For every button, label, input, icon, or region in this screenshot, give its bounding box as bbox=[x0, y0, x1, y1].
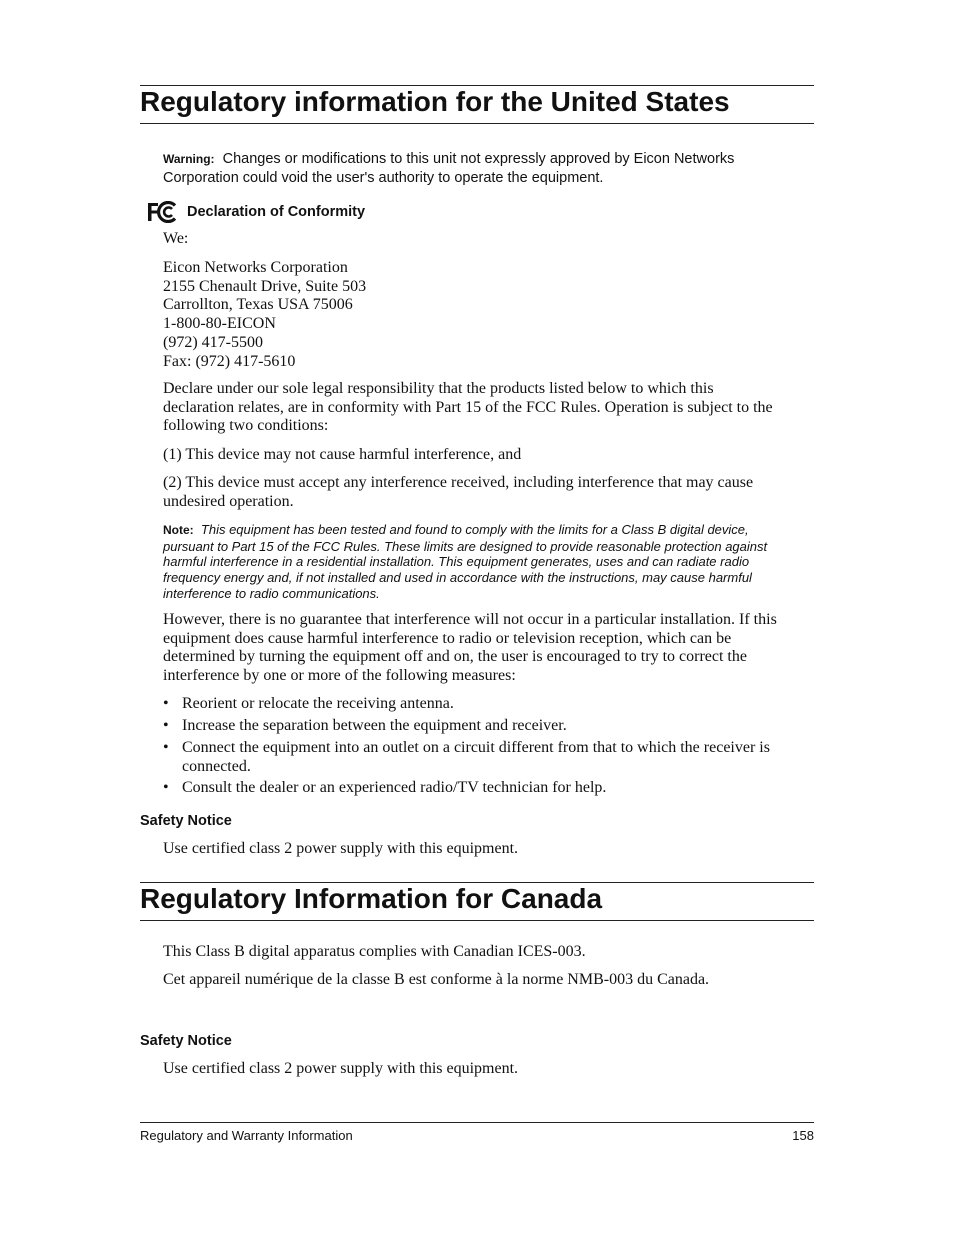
list-item bbox=[182, 695, 814, 714]
address-line: Eicon Networks Corporation bbox=[163, 259, 348, 276]
note-line: harmful interference in a residential installation. This equipment generates, uses and can radiate radio bbox=[163, 554, 750, 570]
list-item bbox=[182, 779, 814, 798]
warning-label: Warning: bbox=[163, 152, 215, 166]
bullet-icon: • bbox=[163, 695, 169, 712]
warning-line: Corporation could void the user's authority to operate the equipment. bbox=[163, 170, 604, 186]
canada-line-fr: Cet appareil numérique de la classe B est conforme à la norme NMB-003 du Canada. bbox=[163, 971, 710, 988]
address-line: Fax: (972) 417-5610 bbox=[163, 352, 296, 370]
safety-notice-title: Safety Notice bbox=[140, 1033, 232, 1049]
note-line: interference to radio communications. bbox=[163, 585, 380, 601]
list-item-line: Connect the equipment into an outlet on a circuit different from that to which the receiver is bbox=[182, 739, 770, 756]
note-label: Note: bbox=[163, 523, 194, 537]
warning-block bbox=[163, 150, 813, 188]
canada-line-en: This Class B digital apparatus complies with Canadian ICES-003. bbox=[163, 943, 586, 960]
note-line: pursuant to Part 15 of the FCC Rules. These limits are designed to provide reasonable protection against bbox=[163, 538, 768, 554]
we-text: We: bbox=[163, 230, 189, 247]
fcc-logo-icon bbox=[146, 201, 178, 223]
list-item bbox=[182, 739, 814, 776]
address-block bbox=[163, 259, 803, 371]
address-line: Carrollton, Texas USA 75006 bbox=[163, 296, 353, 314]
heading-rule-bottom bbox=[140, 123, 814, 124]
safety-notice-text: Use certified class 2 power supply with this equipment. bbox=[163, 840, 519, 857]
list-item-line: connected. bbox=[182, 757, 251, 775]
declare-line: declaration relates, are in conformity with Part 15 of the FCC Rules. Operation is subject to the bbox=[163, 398, 773, 416]
declaration-title: Declaration of Conformity bbox=[187, 204, 366, 220]
address-line: (972) 417-5500 bbox=[163, 333, 263, 351]
however-line: interference by one or more of the following measures: bbox=[163, 667, 516, 685]
heading-rule-bottom bbox=[140, 920, 814, 921]
condition-2-line: undesired operation. bbox=[163, 492, 294, 510]
bullet-icon: • bbox=[163, 739, 169, 756]
list-item-line: Reorient or relocate the receiving antenna. bbox=[182, 695, 454, 712]
declare-line: following two conditions: bbox=[163, 417, 329, 435]
however-line: equipment does cause harmful interference to radio or television reception, which can be bbox=[163, 629, 732, 647]
declare-line: Declare under our sole legal responsibility that the products listed below to which this bbox=[163, 380, 714, 397]
warning-line: Changes or modifications to this unit not expressly approved by Eicon Networks bbox=[222, 151, 735, 167]
address-line: 2155 Chenault Drive, Suite 503 bbox=[163, 277, 367, 295]
safety-notice-text: Use certified class 2 power supply with this equipment. bbox=[163, 1060, 519, 1077]
page-number: 158 bbox=[792, 1128, 814, 1143]
footer-title: Regulatory and Warranty Information bbox=[140, 1128, 353, 1143]
however-paragraph bbox=[163, 611, 823, 686]
however-line: determined by turning the equipment off and on, the user is encouraged to try to correct the bbox=[163, 648, 747, 666]
list-item-line: Increase the separation between the equipment and receiver. bbox=[182, 717, 567, 734]
list-item-line: Consult the dealer or an experienced radio/TV technician for help. bbox=[182, 779, 607, 796]
condition-2-line: (2) This device must accept any interference received, including interference that may cause bbox=[163, 474, 754, 491]
bullet-icon: • bbox=[163, 717, 169, 734]
note-block bbox=[163, 522, 823, 602]
list-item bbox=[182, 717, 814, 736]
condition-2 bbox=[163, 474, 823, 511]
bullet-icon: • bbox=[163, 779, 169, 796]
footer-rule bbox=[140, 1122, 814, 1123]
address-line: 1-800-80-EICON bbox=[163, 315, 276, 333]
safety-notice-title: Safety Notice bbox=[140, 813, 232, 829]
condition-1: (1) This device may not cause harmful interference, and bbox=[163, 446, 522, 463]
declare-paragraph bbox=[163, 380, 823, 436]
page-title-us: Regulatory information for the United States bbox=[140, 86, 730, 117]
page-title-canada: Regulatory Information for Canada bbox=[140, 883, 603, 914]
note-line: frequency energy and, if not installed and used in accordance with the instructions, may cause harmful bbox=[163, 570, 752, 586]
however-line: However, there is no guarantee that interference will not occur in a particular installation. If this bbox=[163, 611, 777, 628]
note-line: This equipment has been tested and found to comply with the limits for a Class B digital device, bbox=[200, 522, 749, 537]
